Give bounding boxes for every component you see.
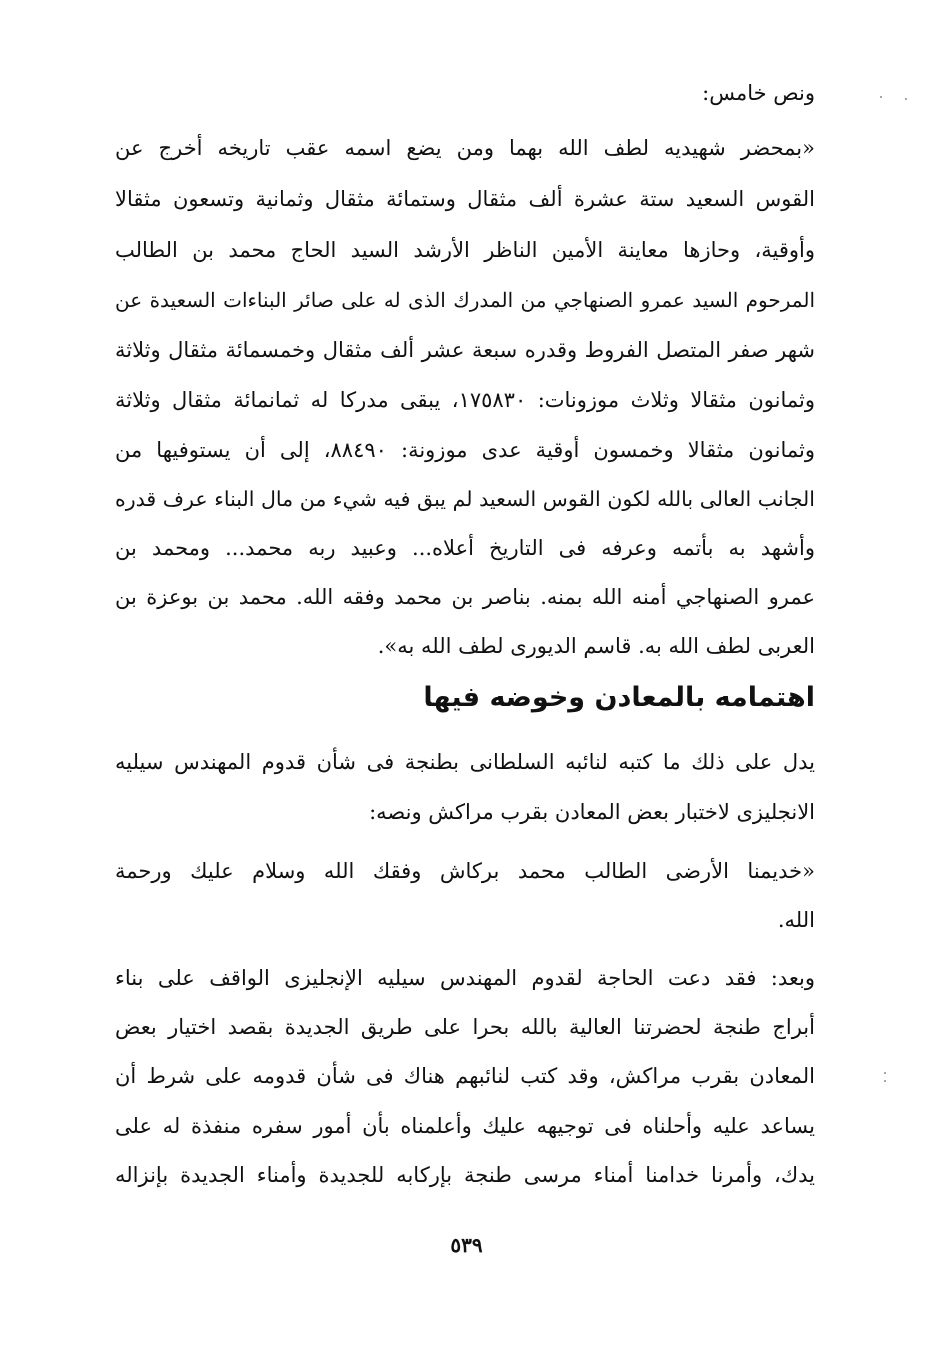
page-number: ٥٣٩ [450, 1233, 483, 1257]
text-line: يدك، وأمرنا خدامنا أمناء مرسى طنجة بإركابه للجديدة وأمناء الجديدة بإنزاله [115, 1163, 815, 1187]
text-line: وثمانون مثقالا وخمسون أوقية عدى موزونة: ٨٨٤٩٠، إلى أن يستوفيها من [115, 438, 815, 462]
text-line: العربى لطف الله به. قاسم الديورى لطف الله به». [377, 634, 815, 658]
scan-speck [884, 1072, 886, 1074]
text-line: عمرو الصنهاجي أمنه الله بمنه. بناصر بن محمد وفقه الله. محمد بن بوعزة بن [115, 585, 815, 609]
text-line: وأوقية، وحازها معاينة الأمين الناظر الأرشد السيد الحاج محمد بن الطالب [115, 238, 815, 262]
text-line: وأشهد به بأتمه وعرفه فى التاريخ أعلاه... وعبيد ربه محمد... ومحمد بن [115, 536, 815, 560]
text-line: الانجليزى لاختبار بعض المعادن بقرب مراكش ونصه: [369, 800, 815, 824]
text-line: الله. [777, 908, 815, 932]
text-line: المعادن بقرب مراكش، وقد كتب لنائبهم هناك فى شأن قدومه على شرط أن [115, 1064, 815, 1088]
text-line: يدل على ذلك ما كتبه لنائبه السلطانى بطنجة فى شأن قدوم المهندس سيليه [115, 750, 815, 774]
text-line: أبراج طنجة لحضرتنا العالية بالله بحرا على طريق الجديدة بقصد اختيار بعض [115, 1015, 815, 1039]
scan-speck [880, 96, 882, 98]
text-line: المرحوم السيد عمرو الصنهاجي من المدرك الذى له على صائر البناءات السعيدة عن [115, 288, 815, 312]
scan-speck [905, 98, 907, 100]
text-line: «بمحضر شهيديه لطف الله بهما ومن يضع اسمه عقب تاريخه أخرج عن [115, 136, 815, 160]
text-line-intro: ونص خامس: [702, 81, 815, 105]
text-line: يساعد عليه وأحلناه فى توجيهه عليك وأعلمناه بأن أمور سفره منفذة له على [115, 1114, 815, 1138]
section-heading: اهتمامه بالمعادن وخوضه فيها [423, 682, 815, 713]
text-line: القوس السعيد ستة عشرة ألف مثقال وستمائة مثقال وثمانية وتسعون مثقالا [115, 187, 815, 211]
text-line: «خديمنا الأرضى الطالب محمد بركاش وفقك الله وسلام عليك ورحمة [115, 859, 815, 883]
scan-speck [884, 1080, 886, 1082]
text-line: الجانب العالى بالله لكون القوس السعيد لم يبق فيه شيء من مال البناء عرف قدره [115, 487, 815, 511]
text-line: شهر صفر المتصل الفروط وقدره سبعة عشر ألف مثقال وخمسمائة مثقال وثلاثة [115, 338, 815, 362]
text-line: وبعد: فقد دعت الحاجة لقدوم المهندس سيليه الإنجليزى الواقف على بناء [115, 966, 815, 990]
text-line: وثمانون مثقالا وثلاث موزونات: ١٧٥٨٣٠، يبقى مدركا له ثمانمائة مثقال وثلاثة [115, 388, 815, 412]
